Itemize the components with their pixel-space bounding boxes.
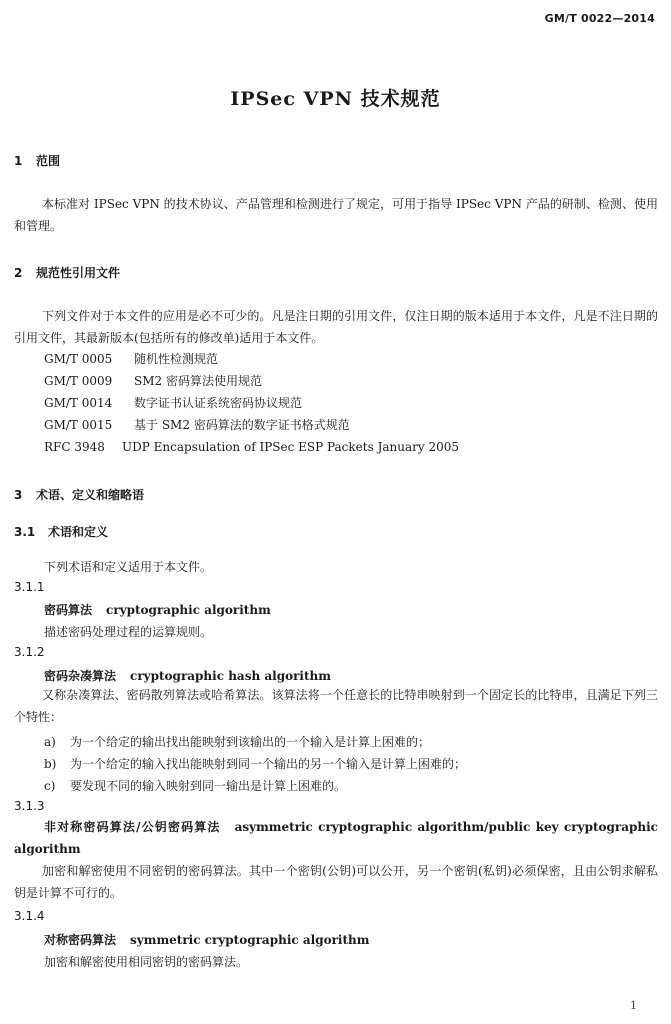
term-entry bbox=[44, 601, 271, 618]
section-1-paragraph: 本标准对 IPSec VPN 的技术协议、产品管理和检测进行了规定，可用于指导 IPSec VPN 产品的研制、检测、使用和管理。 bbox=[14, 197, 658, 233]
term-entry bbox=[44, 667, 331, 684]
section-title: 范围 bbox=[36, 154, 61, 168]
page-number: 1 bbox=[630, 999, 637, 1012]
section-number: 2 bbox=[14, 266, 23, 280]
term-zh: 非对称密码算法/公钥密码算法 bbox=[44, 820, 221, 834]
term-number: 3.1.1 bbox=[14, 580, 45, 594]
standard-code: GM/T 0022—2014 bbox=[544, 12, 655, 25]
section-1-heading bbox=[14, 152, 60, 169]
term-definition: 描述密码处理过程的运算规则。 bbox=[44, 625, 213, 639]
term-en: cryptographic hash algorithm bbox=[130, 669, 331, 683]
reference-item bbox=[44, 392, 302, 414]
section-3-heading bbox=[14, 486, 144, 503]
list-item bbox=[44, 733, 430, 750]
section-2-paragraph: 下列文件对于本文件的应用是必不可少的。凡是注日期的引用文件，仅注日期的版本适用于本文件，凡是不注日期的引用文件，其最新版本(包括所有的修改单)适用于本文件。 bbox=[14, 309, 658, 345]
list-item bbox=[44, 755, 466, 772]
list-text: 为一个给定的输入找出能映射到同一个输出的另一个输入是计算上困难的； bbox=[70, 757, 467, 771]
reference-code: GM/T 0014 bbox=[44, 396, 113, 410]
list-text: 要发现不同的输入映射到同一输出是计算上困难的。 bbox=[70, 779, 347, 793]
reference-title: 基于 SM2 密码算法的数字证书格式规范 bbox=[134, 418, 350, 432]
list-marker: c) bbox=[44, 779, 56, 793]
reference-title: 随机性检测规范 bbox=[134, 352, 219, 366]
term-definition: 加密和解密使用不同密钥的密码算法。其中一个密钥(公钥)可以公开，另一个密钥(私钥)必须保密，且由公钥求解私钥是计算不可行的。 bbox=[14, 864, 658, 900]
section-number: 1 bbox=[14, 154, 23, 168]
reference-title: 数字证书认证系统密码协议规范 bbox=[134, 396, 303, 410]
reference-item bbox=[44, 414, 350, 436]
term-entry bbox=[44, 931, 369, 948]
reference-title: UDP Encapsulation of IPSec ESP Packets January 2005 bbox=[122, 440, 460, 454]
list-marker: a) bbox=[44, 735, 56, 749]
reference-item bbox=[44, 370, 262, 392]
term-zh: 对称密码算法 bbox=[44, 933, 117, 947]
section-2-heading bbox=[14, 264, 120, 281]
reference-code: GM/T 0015 bbox=[44, 418, 113, 432]
section-title: 术语和定义 bbox=[48, 525, 109, 539]
term-number: 3.1.4 bbox=[14, 909, 45, 923]
section-3-1-heading bbox=[14, 523, 108, 540]
section-3-1-intro: 下列术语和定义适用于本文件。 bbox=[44, 560, 213, 574]
section-number: 3.1 bbox=[14, 525, 36, 539]
list-item bbox=[44, 777, 346, 794]
term-en: asymmetric cryptographic algorithm/public key cryptographic algorithm bbox=[14, 820, 658, 856]
term-definition: 加密和解密使用相同密钥的密码算法。 bbox=[44, 955, 249, 969]
term-number: 3.1.2 bbox=[14, 645, 45, 659]
term-zh: 密码算法 bbox=[44, 603, 93, 617]
term-zh: 密码杂凑算法 bbox=[44, 669, 117, 683]
list-text: 为一个给定的输出找出能映射到该输出的一个输入是计算上困难的； bbox=[70, 735, 431, 749]
reference-code: GM/T 0009 bbox=[44, 374, 113, 388]
reference-title: SM2 密码算法使用规范 bbox=[134, 374, 262, 388]
reference-code: RFC 3948 bbox=[44, 440, 105, 454]
term-en: symmetric cryptographic algorithm bbox=[130, 933, 370, 947]
section-title: 规范性引用文件 bbox=[36, 266, 121, 280]
reference-item bbox=[44, 348, 218, 370]
document-title: IPSec VPN 技术规范 bbox=[230, 88, 441, 110]
list-marker: b) bbox=[44, 757, 57, 771]
section-title: 术语、定义和缩略语 bbox=[36, 488, 145, 502]
term-en: cryptographic algorithm bbox=[106, 603, 271, 617]
section-number: 3 bbox=[14, 488, 23, 502]
term-entry bbox=[14, 816, 658, 860]
reference-code: GM/T 0005 bbox=[44, 352, 113, 366]
term-definition: 又称杂凑算法、密码散列算法或哈希算法。该算法将一个任意长的比特串映射到一个固定长的比特串，且满足下列三个特性： bbox=[14, 688, 658, 724]
reference-item bbox=[44, 436, 459, 458]
term-number: 3.1.3 bbox=[14, 799, 45, 813]
